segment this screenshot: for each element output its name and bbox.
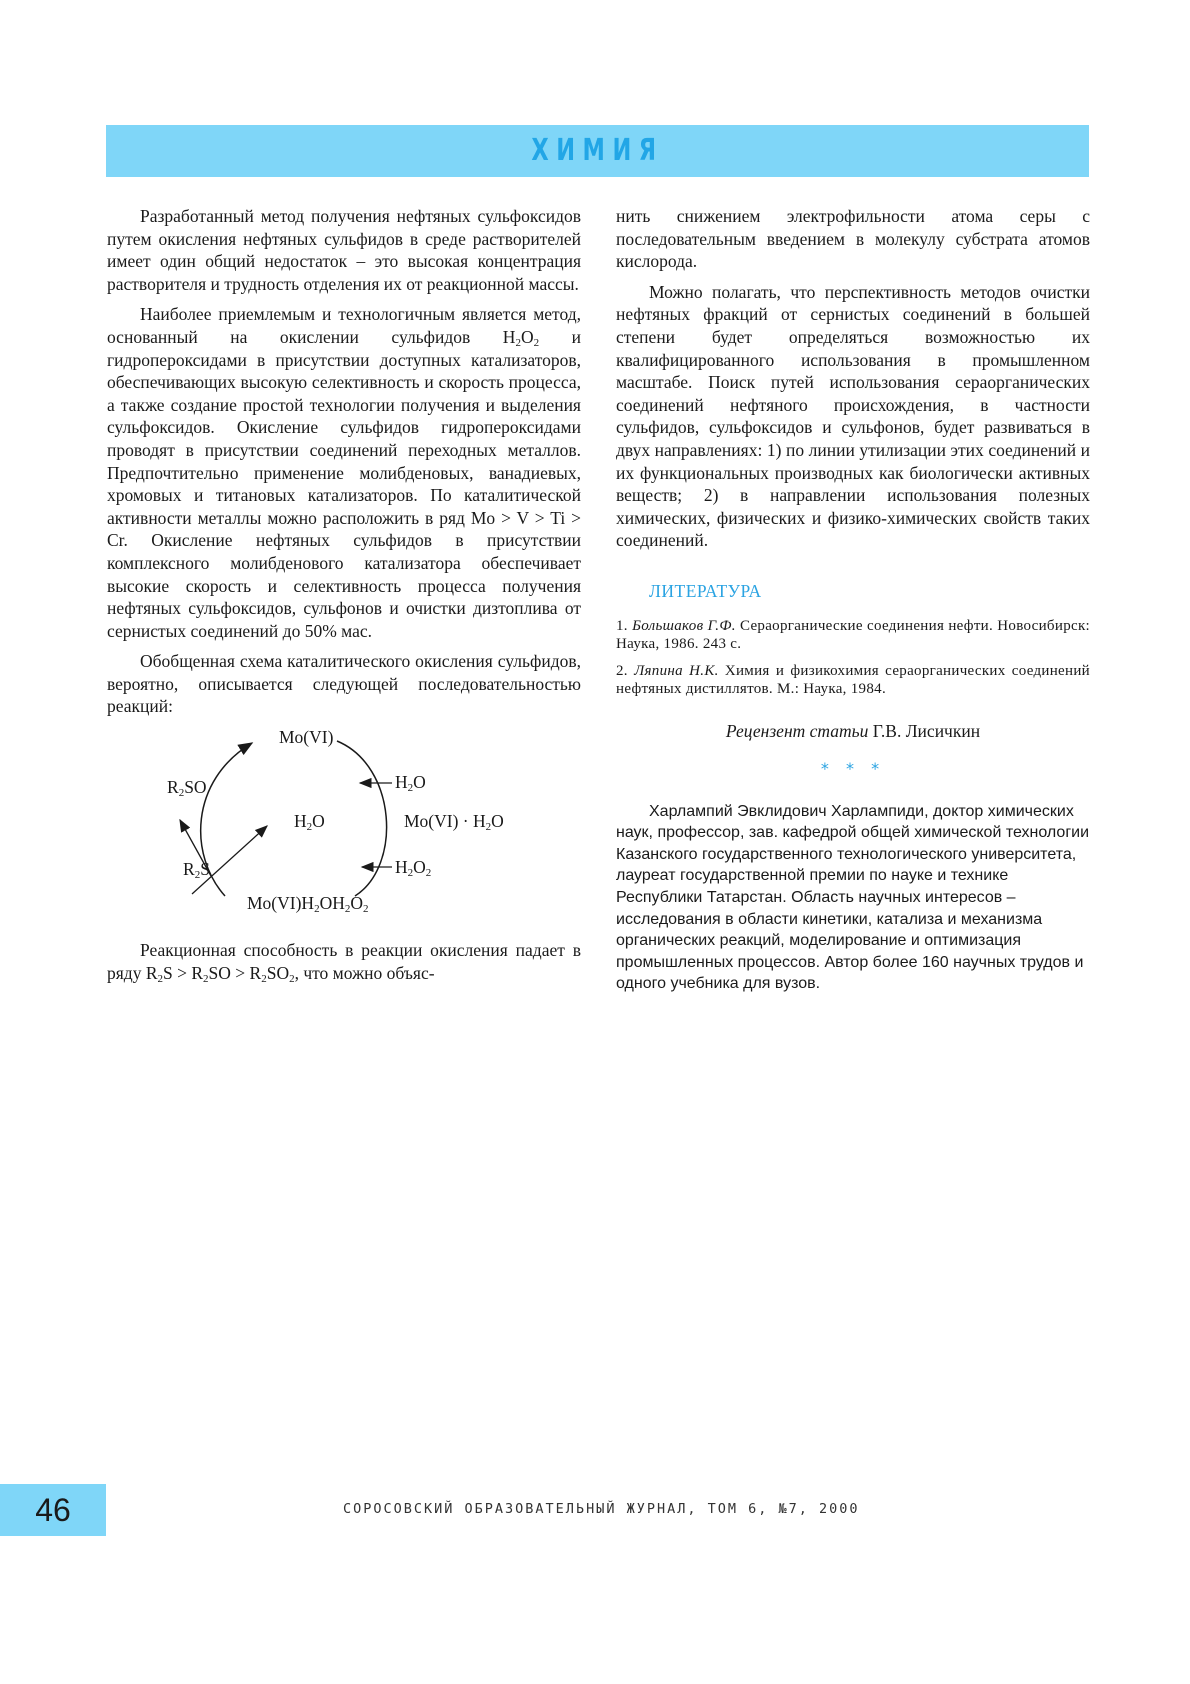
cycle-arc-right (337, 741, 387, 896)
section-title: ХИМИЯ (531, 133, 664, 168)
reviewer-line: Рецензент статьи Г.В. Лисичкин (725, 720, 981, 741)
reference-item: 1. Большаков Г.Ф. Сераорганические соединения нефти. Новосибирск: Наука, 1986. 243 с. (616, 617, 1091, 652)
scheme-water-in-label: $H_2O$ (395, 772, 426, 795)
section-header-bar (106, 125, 1089, 177)
paragraph: Реакционная способность в реакции окисления падает в ряду $R_2S > R_2SO > R_2SO_2$, что можно объяс- (107, 940, 581, 985)
journal-footer: СОРОСОВСКИЙ ОБРАЗОВАТЕЛЬНЫЙ ЖУРНАЛ, ТОМ 6, №7, 2000 (343, 1501, 860, 1517)
scheme-water-out-label: $H_2O$ (294, 811, 325, 834)
paragraph: нить снижением электрофильности атома серы с последовательным введением в молекулу субстрата атомов кислорода. (616, 206, 1090, 272)
page-number-box (0, 1484, 106, 1536)
paragraph: Разработанный метод получения нефтяных сульфоксидов путем окисления нефтяных сульфидов в среде растворителей имеет один общий недостаток – это высокая концентрация растворителя и трудность отделения их от реакционной массы. (107, 206, 581, 294)
left-column (107, 205, 581, 992)
scheme-right-label: $Mo(VI) \cdot H_2O$ (404, 811, 504, 834)
scheme-peroxide-label: $H_2O_2$ (395, 857, 432, 880)
scheme-sulfoxide-label: $R_2SO$ (167, 777, 207, 800)
reaction-scheme (107, 726, 581, 931)
references-heading: ЛИТЕРАТУРА (649, 580, 762, 601)
scheme-top-label: Mo(VI) (279, 727, 334, 748)
reference-item: 2. Ляпина Н.К. Химия и физикохимия сераорганических соединений нефтяных дистиллятов. М.: Наука, 1984. (616, 662, 1090, 697)
page-number: 46 (35, 1492, 71, 1528)
right-column (616, 205, 1090, 995)
author-bio: Харлампий Эвклидович Харлампиди, доктор химических наук, профессор, зав. кафедрой общей химической технологии Казанского государственного технологического университета, лауреат государственной премии по науке и технике Республики Татарстан. Область научных интересов – исследования в области кинетики, катализа и механизма органических реакций, моделирование и оптимизация промышленных процессов. Автор более 160 научных трудов и одного учебника для вузов. (616, 802, 1090, 993)
scheme-bottom-label: $Mo(VI)H_2OH_2O_2$ (247, 893, 369, 916)
paragraph: Обобщенная схема каталитического окисления сульфидов, вероятно, описывается следующей последовательностью реакций: (107, 651, 581, 717)
paragraph: Наиболее приемлемым и технологичным является метод, основанный на окислении сульфидов $H_2O_2$ и гидропероксидами в присутствии доступных катализаторов, обеспечивающих высокую селективность и скорость процесса, а также создание простой технологии получения и выделения сульфоксидов. Окисление сульфидов гидропероксидами проводят в присутствии соединений переходных металлов. Предпочтительно применение молибденовых, ванадиевых, хромовых и титановых катализаторов. По каталитической активности металлы можно расположить в ряд Mo > V > Ti > Cr. Окисление нефтяных сульфидов в присутствии комплексного молибденового катализатора обеспечивает высокие скорость и селективность процесса получения нефтяных сульфоксидов, сульфонов и очистки дизтоплива от сернистых соединений до 50% мас. (107, 304, 581, 641)
paragraph: Можно полагать, что перспективность методов очистки нефтяных фракций от сернистых соединений в большей степени будет определяться возможностью их квалифицированного использования в промышленном масштабе. Поиск путей использования сераорганических соединений нефтяного происхождения, в частности сульфидов, сульфоксидов и сульфонов, будет развиваться в двух направлениях: 1) по линии утилизации этих соединений и их функциональных производных как биологически активных веществ; 2) в направлении использования полезных химических, физических и физико-химических свойств таких соединений. (616, 281, 1090, 551)
separator-stars: * * * (820, 759, 886, 779)
scheme-sulfide-label: $R_2S$ (183, 859, 210, 882)
